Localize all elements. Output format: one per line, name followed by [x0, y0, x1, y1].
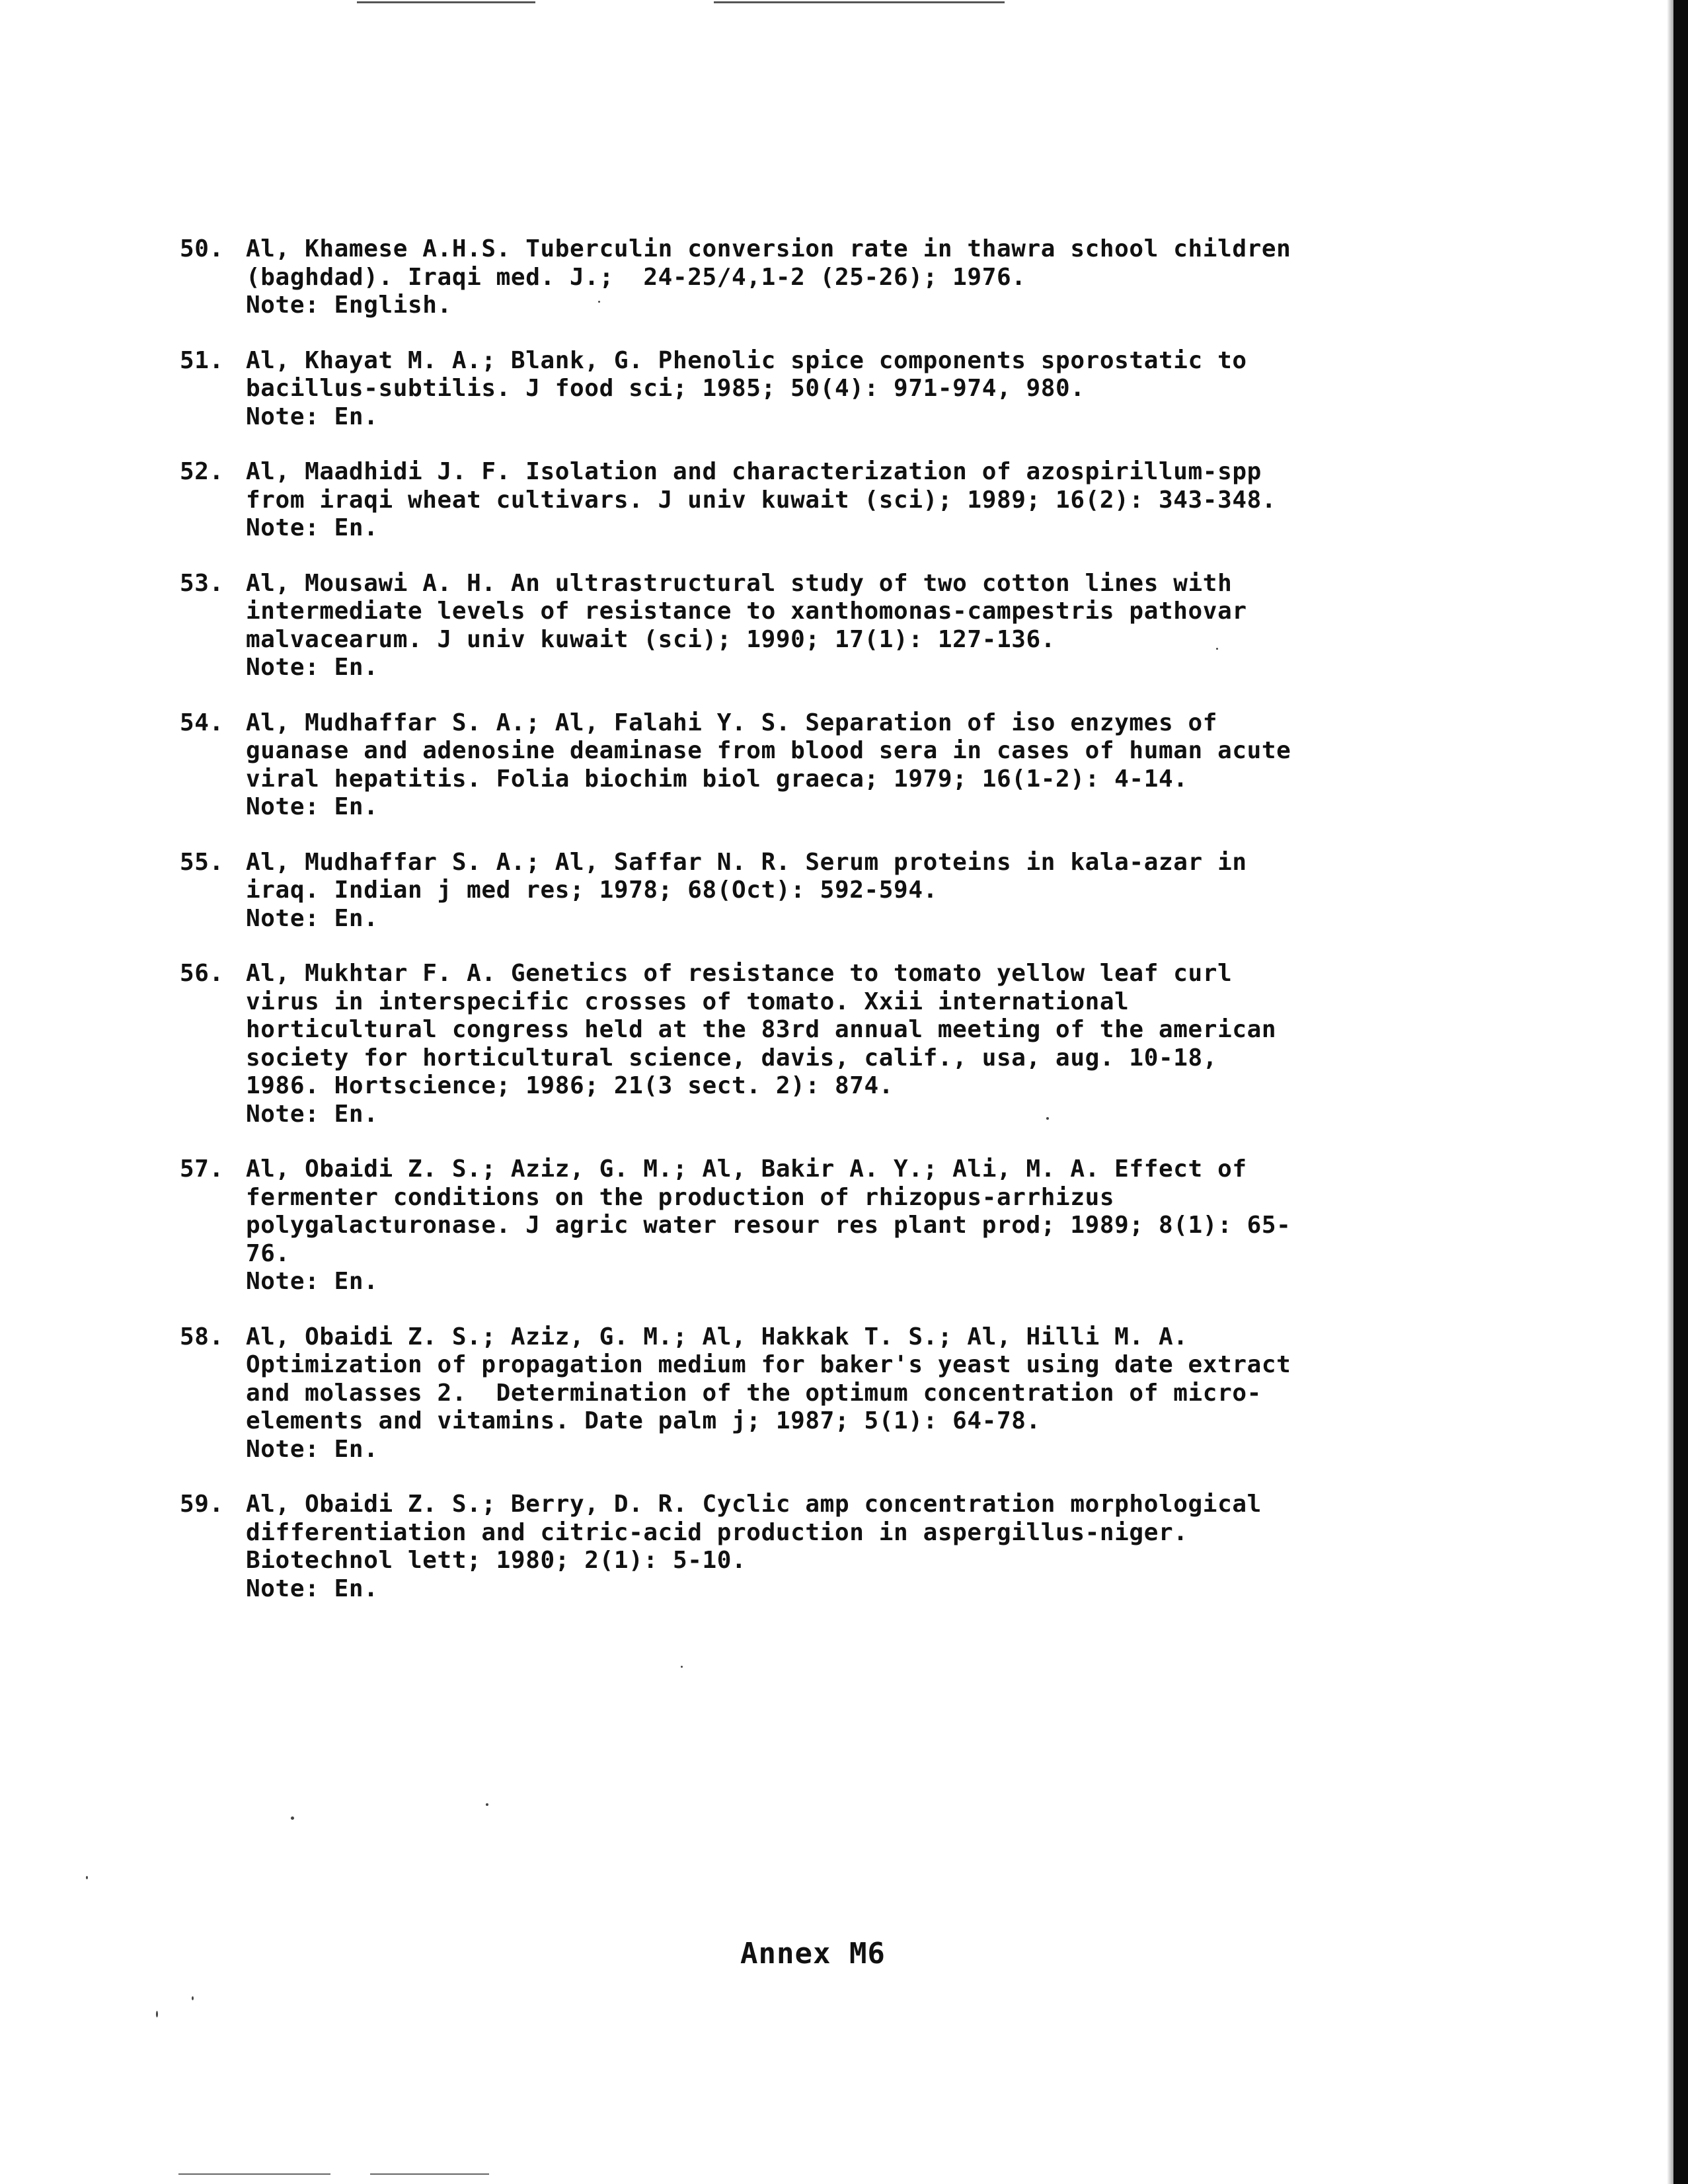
reference-text-line: differentiation and citric-acid production in aspergillus-niger.: [246, 1518, 1188, 1546]
reference-entry: [180, 235, 1502, 320]
reference-text-line: intermediate levels of resistance to xanthomonas-campestris pathovar: [246, 598, 1247, 625]
scan-speck: [681, 1666, 683, 1668]
reference-note: Note: English.: [246, 292, 452, 319]
reference-entry: [180, 1323, 1502, 1464]
reference-text-line: Al, Obaidi Z. S.; Aziz, G. M.; Al, Bakir A. Y.; Ali, M. A. Effect of: [246, 1155, 1247, 1183]
scan-edge-shadow: [1667, 0, 1673, 2184]
reference-text-line: Optimization of propagation medium for baker's yeast using date extract: [246, 1351, 1291, 1378]
scan-edge-border: [1673, 0, 1688, 2184]
reference-note: Note: En.: [246, 403, 379, 430]
reference-note: Note: En.: [246, 514, 379, 541]
reference-text-line: iraq. Indian j med res; 1978; 68(Oct): 592-594.: [246, 877, 938, 904]
reference-number: 59.: [180, 1491, 224, 1518]
reference-number: 51.: [180, 346, 224, 374]
reference-note: Note: En.: [246, 1100, 379, 1128]
scan-speck: [192, 1996, 194, 2000]
reference-entry: [180, 347, 1502, 432]
reference-number: 50.: [180, 235, 224, 262]
reference-text-line: society for horticultural science, davis, calif., usa, aug. 10-18,: [246, 1044, 1218, 1072]
scan-edge-line: [714, 1, 1005, 3]
reference-note: Note: En.: [246, 904, 379, 932]
reference-number: 55.: [180, 848, 224, 876]
reference-text-line: Al, Maadhidi J. F. Isolation and characterization of azospirillum-spp: [246, 458, 1262, 485]
reference-text-line: Al, Mousawi A. H. An ultrastructural study of two cotton lines with: [246, 569, 1233, 597]
reference-note: Note: En.: [246, 1268, 379, 1295]
reference-text-line: Al, Obaidi Z. S.; Berry, D. R. Cyclic amp concentration morphological: [246, 1491, 1262, 1518]
reference-note: Note: En.: [246, 793, 379, 820]
reference-number: 56.: [180, 960, 224, 987]
reference-text-line: Al, Mudhaffar S. A.; Al, Falahi Y. S. Separation of iso enzymes of: [246, 709, 1218, 736]
reference-entry: [180, 1491, 1502, 1603]
reference-number: 53.: [180, 569, 224, 597]
reference-text-line: Al, Khayat M. A.; Blank, G. Phenolic spice components sporostatic to: [246, 346, 1247, 374]
reference-note: Note: En.: [246, 654, 379, 681]
scan-edge-line: [357, 1, 535, 3]
reference-text-line: elements and vitamins. Date palm j; 1987; 5(1): 64-78.: [246, 1407, 1041, 1434]
reference-text-line: from iraqi wheat cultivars. J univ kuwait (sci); 1989; 16(2): 343-348.: [246, 486, 1277, 514]
reference-text-line: Al, Mukhtar F. A. Genetics of resistance to tomato yellow leaf curl: [246, 960, 1233, 987]
reference-text-line: malvacearum. J univ kuwait (sci); 1990; 17(1): 127-136.: [246, 625, 1056, 653]
reference-number: 57.: [180, 1155, 224, 1183]
reference-note: Note: En.: [246, 1575, 379, 1602]
reference-entry: [180, 458, 1502, 543]
reference-text-line: Al, Khamese A.H.S. Tuberculin conversion rate in thawra school children: [246, 235, 1291, 262]
scan-speck: [156, 2011, 158, 2017]
reference-number: 58.: [180, 1323, 224, 1350]
reference-entry: [180, 960, 1502, 1128]
reference-text-line: Al, Mudhaffar S. A.; Al, Saffar N. R. Serum proteins in kala-azar in: [246, 848, 1247, 876]
reference-entry: [180, 709, 1502, 822]
reference-text-line: 1986. Hortscience; 1986; 21(3 sect. 2): 874.: [246, 1072, 894, 1099]
reference-text-line: Biotechnol lett; 1980; 2(1): 5-10.: [246, 1547, 747, 1574]
reference-text-line: polygalacturonase. J agric water resour res plant prod; 1989; 8(1): 65-: [246, 1212, 1291, 1239]
scan-edge-line: [178, 2173, 330, 2175]
reference-text-line: fermenter conditions on the production of rhizopus-arrhizus: [246, 1183, 1115, 1211]
reference-text-line: bacillus-subtilis. J food sci; 1985; 50(4): 971-974, 980.: [246, 375, 1085, 402]
reference-text-line: guanase and adenosine deaminase from blood sera in cases of human acute: [246, 737, 1291, 764]
reference-list: [180, 235, 1502, 1630]
reference-text-line: (baghdad). Iraqi med. J.; 24-25/4,1-2 (25-26); 1976.: [246, 263, 1026, 291]
reference-text-line: Al, Obaidi Z. S.; Aziz, G. M.; Al, Hakkak T. S.; Al, Hilli M. A.: [246, 1323, 1188, 1350]
reference-note: Note: En.: [246, 1435, 379, 1463]
reference-number: 52.: [180, 458, 224, 485]
reference-entry: [180, 570, 1502, 682]
reference-text-line: horticultural congress held at the 83rd annual meeting of the american: [246, 1016, 1277, 1043]
reference-number: 54.: [180, 709, 224, 736]
scan-speck: [291, 1816, 294, 1820]
scan-edge-line: [370, 2173, 489, 2175]
reference-text-line: viral hepatitis. Folia biochim biol graeca; 1979; 16(1-2): 4-14.: [246, 765, 1188, 793]
reference-text-line: virus in interspecific crosses of tomato. Xxii international: [246, 988, 1130, 1015]
reference-text-line: 76.: [246, 1239, 290, 1267]
reference-entry: [180, 849, 1502, 933]
reference-text-line: and molasses 2. Determination of the optimum concentration of micro-: [246, 1379, 1262, 1407]
scan-speck: [486, 1803, 488, 1806]
reference-entry: [180, 1155, 1502, 1296]
scan-speck: [86, 1876, 88, 1879]
annex-label: Annex M6: [740, 1937, 886, 1970]
